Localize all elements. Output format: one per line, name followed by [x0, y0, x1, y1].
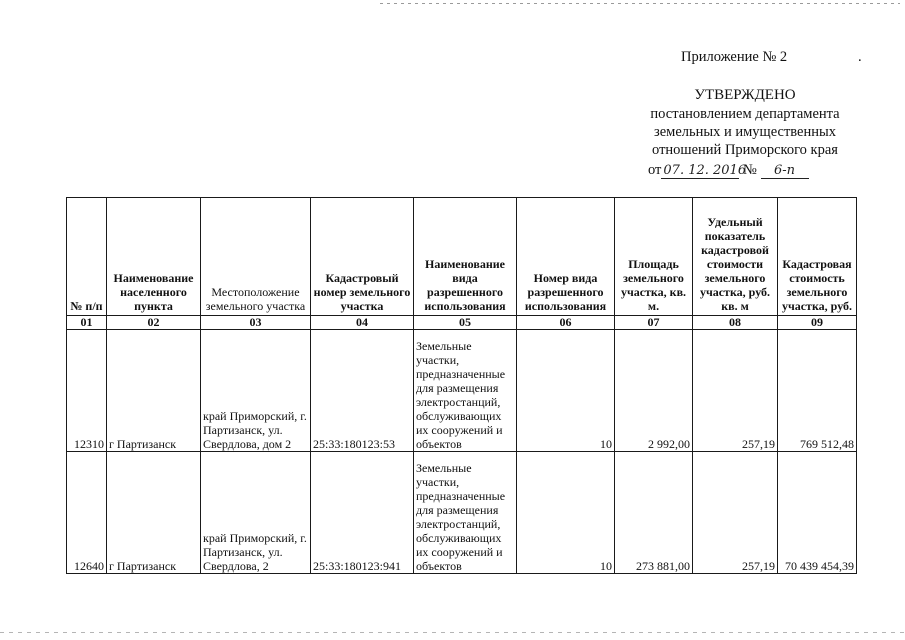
order-from-label: от: [648, 162, 662, 178]
table-row: [67, 330, 857, 452]
permitted-use-number: 10: [517, 452, 615, 574]
plot-area: 2 992,00: [615, 330, 693, 452]
header-cell: Кадастровая стоимость земельного участка, руб.: [778, 198, 857, 316]
plot-area: 273 881,00: [615, 452, 693, 574]
table-row: [67, 452, 857, 574]
approved-by-line-1: постановлением департамента: [650, 106, 840, 122]
approved-by-line-3: отношений Приморского края: [652, 142, 838, 158]
cadastral-value: 769 512,48: [778, 330, 857, 452]
row-number: 12310: [67, 330, 107, 452]
column-number: 03: [201, 316, 311, 330]
cadastral-value: 70 439 454,39: [778, 452, 857, 574]
permitted-use-name: Земельные участки, предназначенные для размещения электростанций, обслуживающих их сооружений и объектов: [414, 330, 517, 452]
header-cell: Наименование вида разрешенного использования: [414, 198, 517, 316]
approved-by-line-2: земельных и имущественных: [653, 124, 836, 140]
settlement-name: г Партизанск: [107, 330, 201, 452]
appendix-mark: .: [858, 49, 862, 65]
header-cell: Местоположение земельного участка: [201, 198, 311, 316]
specific-cadastral-value: 257,19: [693, 330, 778, 452]
permitted-use-name: Земельные участки, предназначенные для размещения электростанций, обслуживающих их сооружений и объектов: [414, 452, 517, 574]
scan-artifact-bottom: [0, 632, 905, 633]
order-number-handwritten: 6-п: [761, 164, 809, 179]
column-number: 04: [311, 316, 414, 330]
plot-location: край Приморский, г. Партизанск, ул. Свердлова, 2: [201, 452, 311, 574]
header-cell: Номер вида разрешенного использования: [517, 198, 615, 316]
header-cell: № п/п: [67, 198, 107, 316]
header-cell: Кадастровый номер земельного участка: [311, 198, 414, 316]
cadastral-number: 25:33:180123:941: [311, 452, 414, 574]
specific-cadastral-value: 257,19: [693, 452, 778, 574]
row-number: 12640: [67, 452, 107, 574]
column-number: 06: [517, 316, 615, 330]
column-number: 05: [414, 316, 517, 330]
column-number: 02: [107, 316, 201, 330]
scan-artifact-top: [380, 3, 900, 4]
header-cell: Наименование населенного пункта: [107, 198, 201, 316]
appendix-label: Приложение № 2: [681, 49, 788, 65]
order-number-label: №: [743, 162, 757, 178]
cadastral-value-table: [66, 197, 857, 574]
header-cell: Площадь земельного участка, кв. м.: [615, 198, 693, 316]
column-number: 01: [67, 316, 107, 330]
column-number-row: [67, 316, 857, 330]
approved-title: УТВЕРЖДЕНО: [694, 87, 796, 103]
column-number: 09: [778, 316, 857, 330]
header-cell: Удельный показатель кадастровой стоимости земельного участка, руб. кв. м: [693, 198, 778, 316]
settlement-name: г Партизанск: [107, 452, 201, 574]
plot-location: край Приморский, г. Партизанск, ул. Свердлова, дом 2: [201, 330, 311, 452]
cadastral-number: 25:33:180123:53: [311, 330, 414, 452]
order-date-handwritten: 07. 12. 2016: [663, 163, 747, 178]
column-number: 08: [693, 316, 778, 330]
order-reference: [648, 161, 809, 179]
column-number: 07: [615, 316, 693, 330]
table-header-row: [67, 198, 857, 316]
permitted-use-number: 10: [517, 330, 615, 452]
